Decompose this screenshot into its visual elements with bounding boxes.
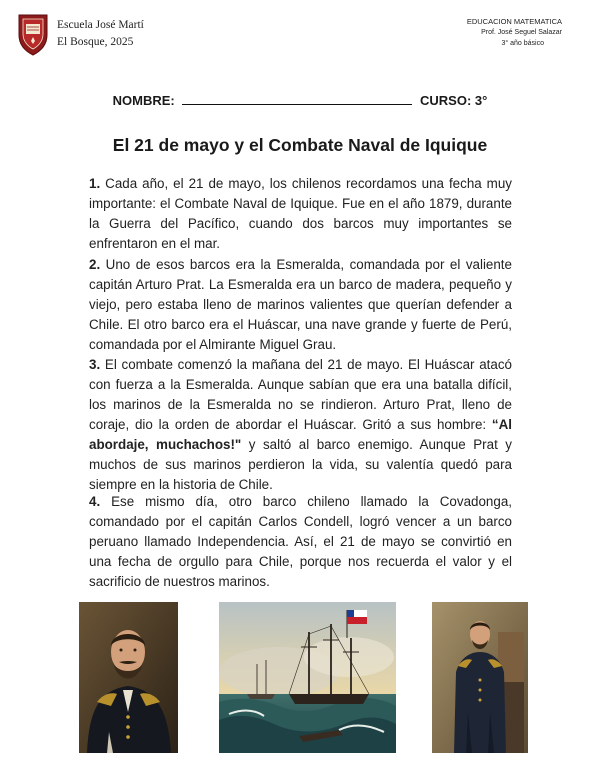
paragraph-4 <box>89 492 512 592</box>
teacher-name: Prof. José Seguel Salazar <box>481 29 562 36</box>
paragraph-number: 1. <box>89 176 101 191</box>
paragraph-1 <box>89 174 512 254</box>
paragraph-number: 2. <box>89 257 101 272</box>
paragraph-2 <box>89 255 512 355</box>
subject-info <box>467 16 562 49</box>
name-label: NOMBRE: <box>112 93 175 108</box>
grade-level: 3° año básico <box>501 40 544 47</box>
paragraph-text: Uno de esos barcos era la Esmeralda, comandada por el valiente capitán Arturo Prat. La Esmeralda era un barco de madera, pequeño y viejo, pero estaba lleno de marinos valientes que querían defender a Chile. El otro barco era el Huáscar, una nave grande y fuerte de Perú, comandada por el Almirante Miguel Grau. <box>89 257 512 352</box>
paragraph-text: El combate comenzó la mañana del 21 de mayo. El Huáscar atacó con fuerza a la Esmeralda. Aunque sabían que era una batalla difícil, los marinos de la Esmeralda no se rindieron. Arturo Prat, lleno de coraje, dio la orden de abordar el Huáscar. Gritó a sus hombre: <box>89 357 512 432</box>
name-course-line <box>0 93 600 108</box>
page-title: El 21 de mayo y el Combate Naval de Iquique <box>112 135 488 155</box>
school-crest-icon <box>17 13 49 56</box>
course-label: CURSO: 3° <box>420 93 488 108</box>
school-info <box>57 17 144 51</box>
portrait-arturo-prat-image <box>79 602 178 753</box>
school-location: El Bosque, 2025 <box>57 36 134 48</box>
name-blank[interactable] <box>182 94 412 105</box>
paragraph-text: Ese mismo día, otro barco chileno llamado la Covadonga, comandado por el capitán Carlos Condell, logró vencer a un barco peruano llamado Independencia. Así, el 21 de mayo se convirtió en una fecha de orgullo para Chile, porque nos recuerda el valor y el sacrificio de nuestros marinos. <box>89 494 512 589</box>
naval-battle-painting-image <box>219 602 396 753</box>
school-name: Escuela José Martí <box>57 19 144 31</box>
paragraph-3 <box>89 355 512 495</box>
paragraph-text: Cada año, el 21 de mayo, los chilenos recordamos una fecha muy importante: el Combate Naval de Iquique. Fue en el año 1879, durante la Guerra del Pacífico, cuando dos barcos muy importantes se enfrentaron en el mar. <box>89 176 512 251</box>
portrait-carlos-condell-image <box>432 602 528 753</box>
paragraph-quote: “Al abordaje, muchachos!" <box>89 417 512 452</box>
paragraph-number: 3. <box>89 357 101 372</box>
paragraph-number: 4. <box>89 494 101 509</box>
paragraph-text: y saltó al barco enemigo. Aunque Prat y muchos de sus marinos perdieron la vida, su valentía quedó para siempre en la historia de Chile. <box>89 437 512 492</box>
subject-name: EDUCACION MATEMATICA <box>466 17 562 26</box>
